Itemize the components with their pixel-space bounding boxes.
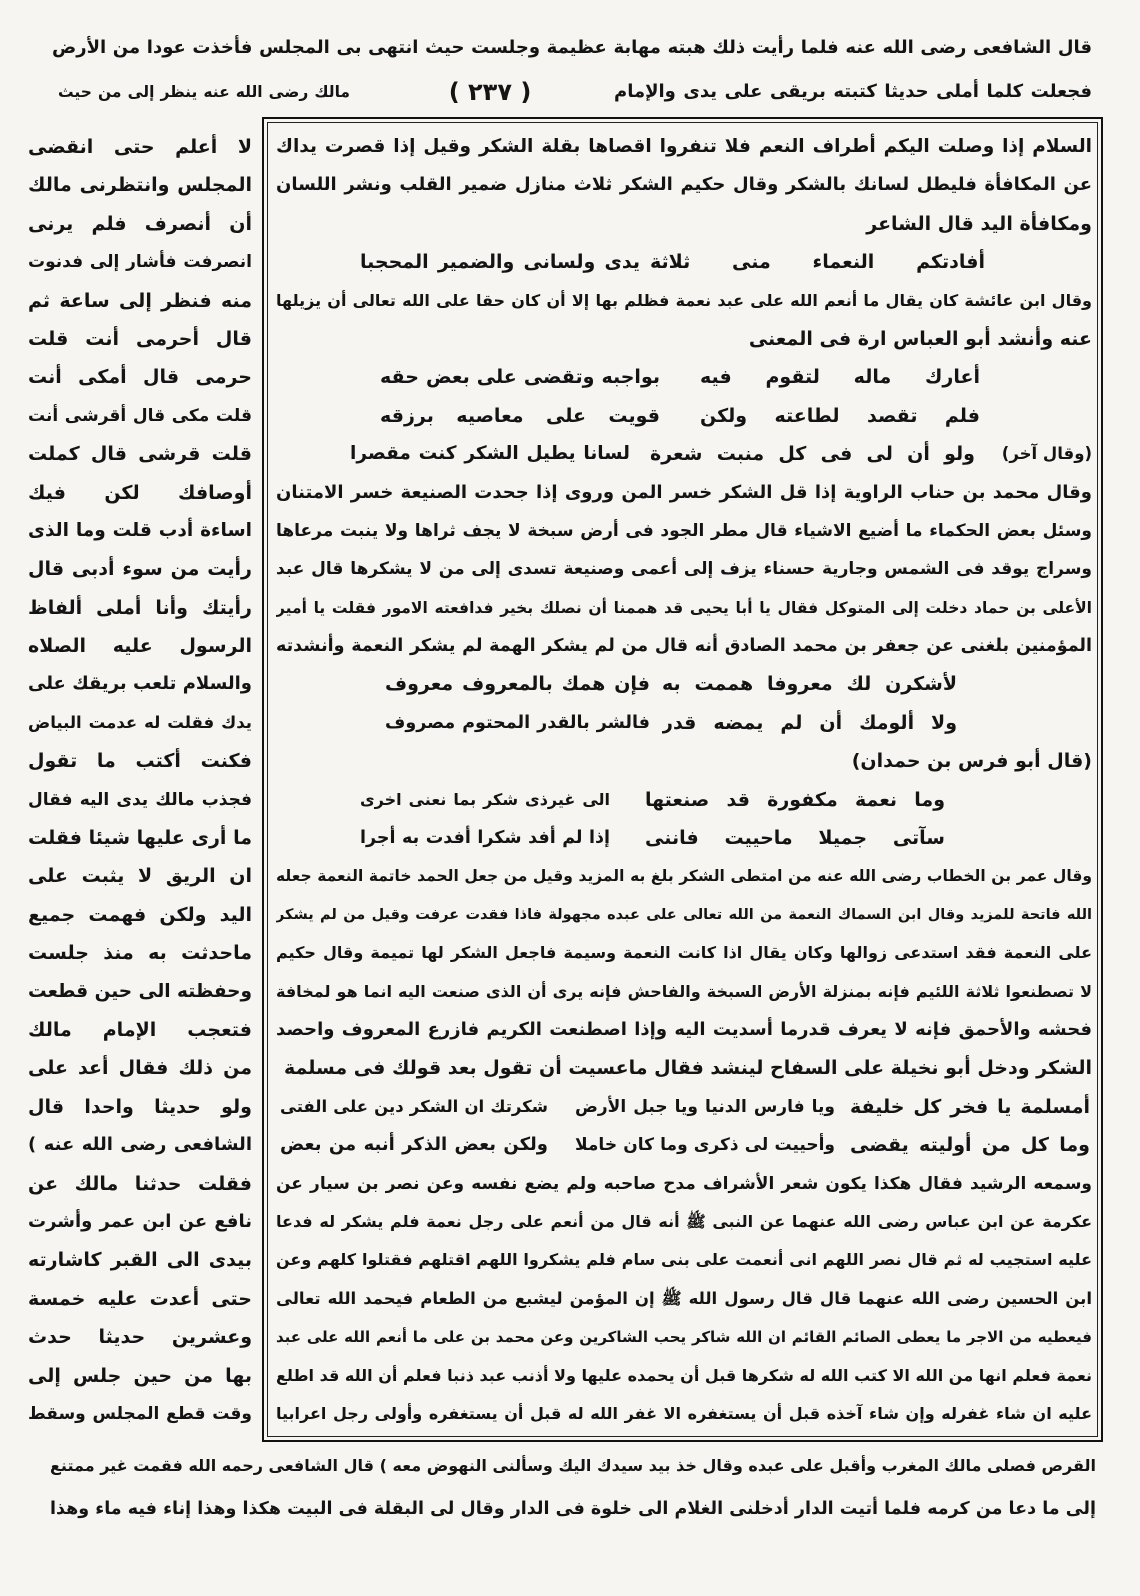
- header-line-right: فجعلت كلما أملى حديثا كتبته بريقى على يدى والإمام: [614, 81, 1092, 102]
- verse-hemistich: إذا لم أفد شكرا أفدت به أجرا: [360, 828, 610, 849]
- footer-line: القرص فصلى مالك المغرب وأقبل على عبده وقال خذ بيد سيدك اليك وسألنى النهوض معه ) قال الشافعى رحمه الله فقمت غير ممتنع: [50, 1456, 1096, 1475]
- verse-hemistich: سآتى جميلا ماحييت فاننى: [645, 827, 945, 850]
- verse-line: [276, 397, 1092, 435]
- header-line-left: مالك رضى الله عنه ينظر إلى من حيث: [58, 83, 350, 101]
- verse-hemistich: قويت على معاصيه برزقه: [380, 404, 660, 427]
- margin-text-line: ولو حديثا واحدا قال: [28, 1095, 252, 1118]
- verse-line: [276, 781, 1092, 819]
- margin-text-line: قال أحرمى أنت قلت: [28, 327, 252, 350]
- verse-line: [276, 243, 1092, 281]
- margin-text-line: وقت قطع المجلس وسقط: [28, 1403, 252, 1424]
- main-text-line: على النعمة فقد استدعى زوالها وكان يقال اذا كانت النعمة وسيمة فاجعل الشكر لها تميمة وقال حكيم: [276, 943, 1092, 963]
- main-text-line: عليه ان شاء غفرله وإن شاء آخذه قبل أن يستغفره الا غفر الله له قبل أن يستغفره وأولى رجل اعرابيا: [276, 1403, 1092, 1423]
- margin-text-line: من ذلك فقال أعد على: [28, 1057, 252, 1080]
- margin-text-line: انصرفت فأشار إلى فدنوت: [28, 252, 252, 273]
- margin-text-line: نافع عن ابن عمر وأشرت: [28, 1210, 252, 1232]
- verse-line: [276, 704, 1092, 742]
- margin-text-line: وعشرين حديثا حدث: [28, 1326, 252, 1349]
- main-text-line: وسراج يوقد فى الشمس وجارية حسناء يزف إلى أعمى وصنيعة تسدى إلى من لا يشكرها قال عبد: [276, 559, 1092, 580]
- footer-line: إلى ما دعا من كرمه فلما أتيت الدار أدخلنى الغلام الى خلوة فى الدار وقال لى البقلة فى البيت هكذا وهذا إناء فيه ماء وهذا: [50, 1499, 1096, 1519]
- main-text-line: عنه وأنشد أبو العباس ارة فى المعنى: [748, 327, 1092, 350]
- margin-text-line: ان الريق لا يثبت على: [28, 865, 252, 888]
- page-number: ( ٢٣٧ ): [448, 78, 532, 106]
- verse-line: [276, 435, 1092, 473]
- main-text-line: وقال ابن عائشة كان يقال ما أنعم الله على عبد نعمة فظلم بها إلا أن كان حقا على الله تعالى أن يزيلها: [276, 290, 1092, 310]
- main-text-line: الله فاتحة للمزيد وقال ابن السماك النعمة من الله تعالى على عبده مجهولة فاذا فقدت عرفت وقيل من لم يشكر: [276, 906, 1092, 923]
- verse-hemistich: أعارك ماله لتقوم فيه: [700, 366, 980, 389]
- main-text-line: المؤمنين بلغنى عن جعفر بن محمد الصادق أنه قال من لم يشكر الهمة لم يشكر النعمة وأنشدته: [276, 636, 1092, 657]
- main-text-line: الأعلى بن حماد دخلت إلى المتوكل فقال يا أبا يحيى قد هممنا أن نصلك بخير فدافعته الامور فقلت يا أمير: [276, 598, 1092, 617]
- margin-text-line: فقلت حدثنا مالك عن: [28, 1172, 252, 1195]
- margin-text-line: بها من حين جلس إلى: [28, 1364, 252, 1387]
- verse-hemistich: فلم تقصد لطاعته ولكن: [700, 404, 980, 427]
- verse-hemistich: بواجبه وتقضى على بعض حقه: [380, 366, 660, 389]
- verse-hemistich: فإن همك بالمعروف معروف: [385, 673, 650, 696]
- main-text-line: وسئل بعض الحكماء ما أضيع الاشياء قال مطر الجود فى أرض سبخة لا يجف ثراها ولا ينبت مرعاها: [276, 520, 1092, 541]
- verse-hemistich: وما كل من أوليته يقضى: [850, 1134, 1090, 1157]
- poet-attribution: (قال أبو فرس بن حمدان): [851, 750, 1092, 773]
- main-text-line: عن المكافأة فليطل لسانك بالشكر وقال حكيم الشكر ثلاث منازل ضمير القلب ونشر اللسان: [276, 174, 1092, 196]
- verse-hemistich: شكرتك ان الشكر دين على الفتى: [280, 1096, 548, 1116]
- margin-text-line: الرسول عليه الصلاه: [28, 635, 252, 658]
- verse-hemistich: لسانا يطيل الشكر كنت مقصرا: [350, 443, 630, 465]
- verse-hemistich: لأشكرن لك معروفا هممت به: [662, 673, 957, 696]
- margin-text-line: والسلام تلعب بريقك على: [28, 673, 252, 695]
- margin-text-block: [28, 128, 252, 1434]
- margin-text-line: الشافعى رضى الله عنه ): [28, 1134, 252, 1156]
- margin-text-line: المجلس وانتظرنى مالك: [28, 174, 252, 197]
- verse-hemistich: ولو أن لى فى كل منبت شعرة: [650, 443, 975, 466]
- verse-line: [276, 665, 1092, 703]
- verse-hemistich: أفادتكم النعماء منى ثلاثة: [650, 251, 985, 274]
- verse-line: [276, 358, 1092, 396]
- verse-hemistich: الى غيرذى شكر بما نعنى اخرى: [360, 789, 610, 809]
- margin-text-line: قلت مكى قال أقرشى أنت: [28, 405, 252, 426]
- margin-text-line: قلت قرشى قال كملت: [28, 443, 252, 466]
- verse-hemistich: ولكن بعض الذكر أنبه من بعض: [280, 1134, 548, 1156]
- margin-text-line: ماحدثت به منذ جلست: [28, 942, 252, 965]
- main-text-line: وقال محمد بن حناب الراوية إذا قل الشكر خسر المن وروى إذا جحدت الصنيعة خسر الامتنان: [276, 481, 1092, 503]
- main-text-block: [276, 128, 1092, 1434]
- verse-hemistich: وأحييت لى ذكرى وما كان خاملا: [575, 1135, 835, 1156]
- margin-text-line: رأيتك وأنا أملى ألفاظ: [28, 596, 252, 619]
- main-text-line: الشكر ودخل أبو نخيلة على السفاح لينشد فقال ماعسيت أن تقول بعد قولك فى مسلمة: [283, 1057, 1092, 1080]
- margin-text-line: رأيت من سوء أدبى قال: [28, 558, 252, 581]
- verse-line: [276, 1088, 1092, 1126]
- verse-hemistich: أمسلمة يا فخر كل خليفة: [850, 1095, 1090, 1118]
- verse-hemistich: يدى ولسانى والضمير المحجبا: [360, 251, 640, 274]
- main-text-line: ابن الحسين رضى الله عنهما قال قال رسول الله ﷺ إن المؤمن ليشبع من الطعام فيحمد الله تعالى: [276, 1288, 1092, 1308]
- margin-text-line: ما أرى عليها شيئا فقلت: [28, 827, 252, 850]
- margin-text-line: فتعجب الإمام مالك: [28, 1018, 252, 1041]
- margin-text-line: بيدى الى القبر كاشارته: [28, 1249, 252, 1272]
- verse-hemistich: ولا ألومك أن لم يمضه قدر: [662, 711, 957, 734]
- main-text-line: وسمعه الرشيد فقال هكذا يكون شعر الأشراف مدح صاحبه ولم يضع نفسه وعن نصر بن سيار عن: [276, 1173, 1092, 1194]
- verse-label: (وقال آخر): [1001, 444, 1092, 464]
- margin-text-line: منه فنظر إلى ساعة ثم: [28, 289, 252, 312]
- main-text-line: السلام إذا وصلت اليكم أطراف النعم فلا تنفروا اقصاها بقلة الشكر وقيل إذا قصرت يداك: [276, 136, 1092, 157]
- margin-text-line: أن أنصرف فلم يرنى: [28, 212, 252, 235]
- margin-text-line: لا أعلم حتى انقضى: [28, 136, 252, 158]
- margin-text-line: اليد ولكن فهمت جميع: [28, 903, 252, 926]
- margin-text-line: حرمى قال أمكى أنت: [28, 366, 252, 389]
- main-text-line: لا تصطنعوا ثلاثة اللئيم فإنه بمنزلة الأرض السبخة والفاحش فإنه يرى أن الذى صنعت اليه انما هو لمخافة: [276, 981, 1092, 1001]
- main-text-line: عليه استجيب له ثم قال نصر اللهم انى أنعمت على بنى سام فلم يشكروا اللهم اقتلهم فقتلوا كلهم وعن: [276, 1250, 1092, 1270]
- main-text-line: ومكافأة اليد قال الشاعر: [866, 212, 1092, 235]
- main-text-line: وقال عمر بن الخطاب رضى الله عنه من امتطى الشكر بلغ به المزيد وقيل من جعل الحمد خاتمة النعمة جعله: [276, 867, 1092, 886]
- margin-text-line: فكنت أكتب ما تقول: [28, 750, 252, 773]
- header-line: قال الشافعى رضى الله عنه فلما رأيت ذلك هبته مهابة عظيمة وجلست حيث انتهى بى المجلس فأخذت عودا من الأرض: [52, 37, 1092, 58]
- margin-text-line: فجذب مالك يدى اليه فقال: [28, 789, 252, 810]
- verse-line: [276, 819, 1092, 857]
- verse-hemistich: وما نعمة مكفورة قد صنعتها: [645, 788, 945, 811]
- margin-text-line: يدك فقلت له عدمت البياض: [28, 712, 252, 732]
- main-text-line: نعمة فعلم انها من الله الا كتب الله له شكرها قبل أن يحمده عليها ولا أذنب عبد ذنبا فعلم أن الله قد اطلع: [276, 1365, 1092, 1385]
- margin-text-line: أوصافك لكن فيك: [28, 481, 252, 504]
- verse-line: [276, 1126, 1092, 1164]
- verse-hemistich: ويا فارس الدنيا ويا جبل الأرض: [575, 1096, 835, 1117]
- main-text-line: فحشه والأحمق فإنه لا يعرف قدرما أسديت اليه وإذا اصطنعت الكريم فازرع المعروف واحصد: [276, 1018, 1092, 1040]
- main-text-line: عكرمة عن ابن عباس رضى الله عنهما عن النبى ﷺ أنه قال من أنعم على رجل نعمة فلم يشكر له فدعا: [276, 1211, 1092, 1231]
- margin-text-line: وحفظته الى حين قطعت: [28, 980, 252, 1002]
- margin-text-line: حتى أعدت عليه خمسة: [28, 1287, 252, 1310]
- margin-text-line: اساءة أدب قلت وما الذى: [28, 519, 252, 541]
- verse-hemistich: فالشر بالقدر المحتوم مصروف: [385, 712, 650, 733]
- main-text-line: فيعطيه من الاجر ما يعطى الصائم القائم ان الله شاكر يحب الشاكرين وعن محمد بن على ما أنعم الله على عبد: [276, 1328, 1092, 1347]
